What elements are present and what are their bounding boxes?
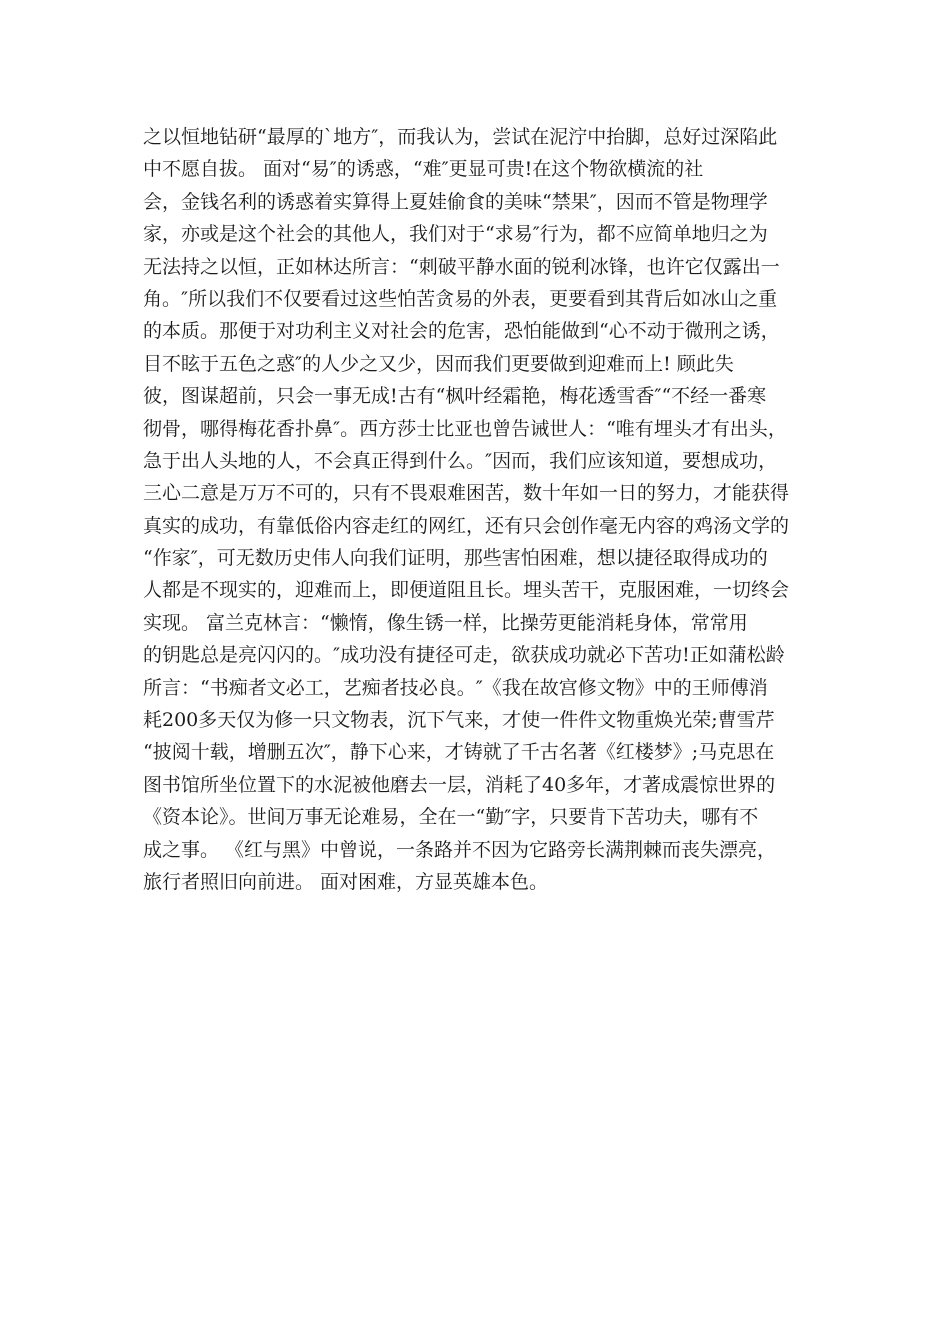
text-line: 图书馆所坐位置下的水泥被他磨去一层，消耗了40多年，才著成震惊世界的 [143,773,776,796]
text-line: 人都是不现实的，迎难而上，即便道阻且长。埋头苦干，克服困难，一切终会 [143,579,790,602]
text-line: 角。″所以我们不仅要看过这些怕苦贪易的外表，更要看到其背后如冰山之重 [143,287,778,310]
text-line: 家，亦或是这个社会的其他人，我们对于“求易″行为，都不应简单地归之为 [143,223,768,246]
text-line: “披阅十载，增删五次″，静下心来，才铸就了千古名著《红楼梦》;马克思在 [143,741,775,764]
text-line: 急于出人头地的人，不会真正得到什么。″因而，我们应该知道，要想成功， [143,449,778,472]
text-line: 之以恒地钻研“最厚的`地方″，而我认为，尝试在泥泞中抬脚，总好过深陷此 [143,126,778,148]
text-line: 的本质。那便于对功利主义对社会的危害，恐怕能做到“心不动于微刑之诱， [143,320,780,343]
text-line: 成之事。 《红与黑》中曾说，一条路并不因为它路旁长满荆棘而丧失漂亮， [143,838,777,861]
text-line: 无法持之以恒，正如林达所言：“刺破平静水面的锐利冰锋，也许它仅露出一 [143,255,780,278]
text-line: 目不眩于五色之惑″的人少之又少，因而我们更要做到迎难而上! 顾此失 [143,352,734,375]
essay-body [143,121,833,898]
text-line: 旅行者照旧向前进。 面对困难，方显英雄本色。 [143,870,549,893]
text-line: “作家″，可无数历史伟人向我们证明，那些害怕困难，想以捷径取得成功的 [143,547,768,570]
text-line: 实现。 富兰克林言：“懒惰，像生锈一样，比操劳更能消耗身体，常常用 [143,611,748,634]
text-line: 彼，图谋超前，只会一事无成!古有“枫叶经霜艳，梅花透雪香″“不经一番寒 [143,385,767,408]
text-line: 《资本论》。世间万事无论难易，全在一“勤″字，只要肯下苦功夫，哪有不 [143,806,759,829]
text-line: 三心二意是万万不可的，只有不畏艰难困苦，数十年如一日的努力，才能获得 [143,482,790,505]
text-line: 彻骨，哪得梅花香扑鼻″。西方莎士比亚也曾告诫世人：“唯有埋头才有出头， [143,417,787,440]
text-line: 耗200多天仅为修一只文物表，沉下气来，才使一件件文物重焕光荣;曹雪芹 [143,709,775,732]
text-line: 所言：“书痴者文必工，艺痴者技必良。″《我在故宫修文物》中的王师傅消 [143,676,768,699]
text-line: 中不愿自拔。 面对“易″的诱惑，“难″更显可贵!在这个物欲横流的社 [143,158,704,181]
text-line: 会，金钱名利的诱惑着实算得上夏娃偷食的美味“禁果″，因而不管是物理学 [143,190,768,213]
text-line: 真实的成功，有靠低俗内容走红的网红，还有只会创作毫无内容的鸡汤文学的 [143,514,790,537]
text-line: 的钥匙总是亮闪闪的。″成功没有捷径可走，欲获成功就必下苦功!正如蒲松龄 [143,644,785,667]
